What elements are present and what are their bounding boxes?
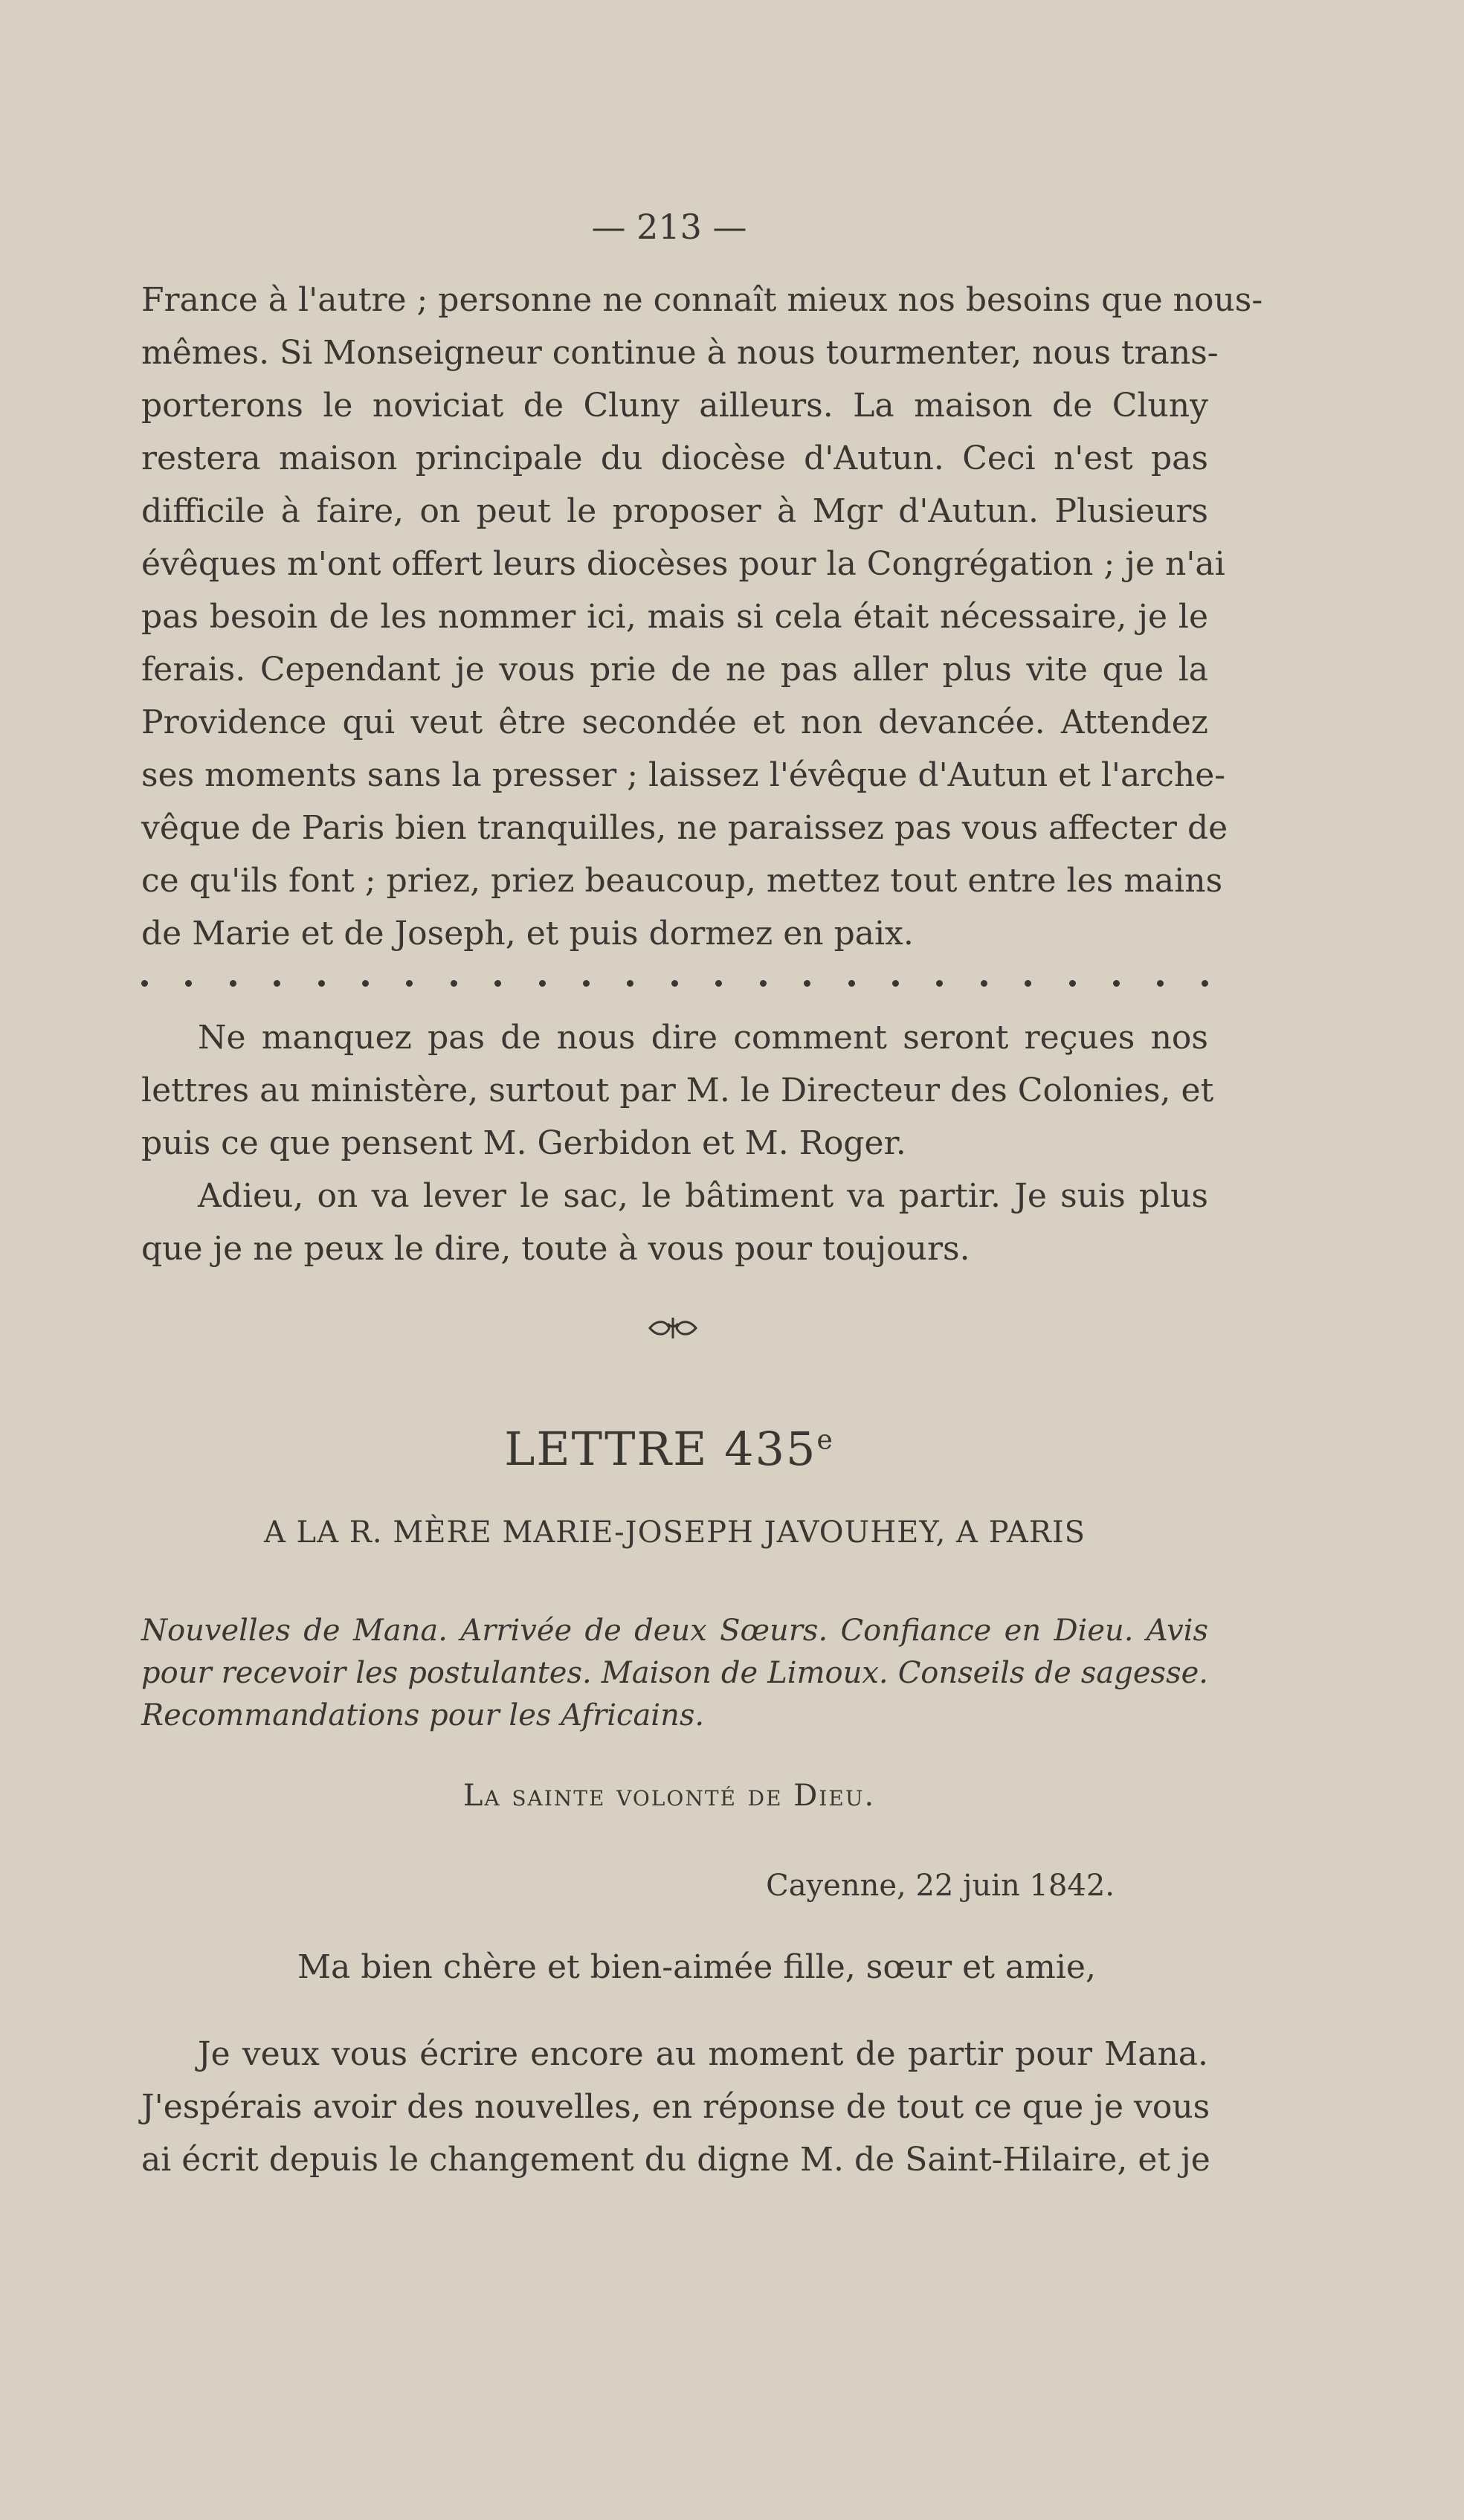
text-line: ai écrit depuis le changement du digne M. de Saint-Hilaire, et je xyxy=(141,2141,1210,2179)
text-line: que je ne peux le dire, toute à vous pour toujours. xyxy=(141,1230,970,1268)
text-line: J'espérais avoir des nouvelles, en réponse de tout ce que je vous xyxy=(141,2088,1210,2126)
text-line: mêmes. Si Monseigneur continue à nous tourmenter, nous trans- xyxy=(141,334,1219,372)
text-line: pas besoin de les nommer ici, mais si cela était nécessaire, je le xyxy=(141,598,1208,636)
text-line: porterons le noviciat de Cluny ailleurs. La maison de Cluny xyxy=(141,387,1208,425)
dateline: Cayenne, 22 juin 1842. xyxy=(766,1869,1115,1903)
fleuron-ornament-icon xyxy=(647,1315,699,1341)
letter-title-text: LETTRE 435 xyxy=(504,1422,817,1476)
text-line: ferais. Cependant je vous prie de ne pas aller plus vite que la xyxy=(141,651,1208,689)
continuation-paragraph xyxy=(141,274,1263,960)
addressee: A LA R. MÈRE MARIE-JOSEPH JAVOUHEY, A PARIS xyxy=(263,1515,1086,1550)
text-line: restera maison principale du diocèse d'Autun. Ceci n'est pas xyxy=(141,439,1208,477)
text-line: ce qu'ils font ; priez, priez beaucoup, mettez tout entre les mains xyxy=(141,862,1223,900)
text-line: Ne manquez pas de nous dire comment seront reçues nos xyxy=(198,1019,1208,1057)
letter-title xyxy=(0,1422,1338,1476)
text-line: de Marie et de Joseph, et puis dormez en paix. xyxy=(141,915,914,953)
motto: La sainte volonté de Dieu. xyxy=(462,1779,876,1813)
summary-line: pour recevoir les postulantes. Maison de Limoux. Conseils de sagesse. xyxy=(141,1656,1208,1690)
text-line: ses moments sans la presser ; laissez l'évêque d'Autun et l'arche- xyxy=(141,756,1226,794)
summary-line: Recommandations pour les Africains. xyxy=(141,1698,705,1733)
salutation: Ma bien chère et bien-aimée fille, sœur et amie, xyxy=(297,1948,1096,1986)
text-line: Adieu, on va lever le sac, le bâtiment va partir. Je suis plus xyxy=(198,1177,1208,1215)
letter-body xyxy=(141,2028,1208,2186)
letter-title-superscript: e xyxy=(816,1425,834,1456)
text-line: France à l'autre ; personne ne connaît mieux nos besoins que nous- xyxy=(141,281,1263,319)
text-line: lettres au ministère, surtout par M. le Directeur des Colonies, et xyxy=(141,1072,1214,1109)
summary-line: Nouvelles de Mana. Arrivée de deux Sœurs. Confiance en Dieu. Avis xyxy=(141,1614,1208,1648)
paragraph-3 xyxy=(141,1170,1208,1275)
text-line: Providence qui veut être secondée et non devancée. Attendez xyxy=(141,703,1208,741)
page-number: — 213 — xyxy=(591,207,747,247)
letter-summary xyxy=(141,1610,1208,1737)
paragraph-2 xyxy=(141,1011,1214,1170)
text-line: Je veux vous écrire encore au moment de partir pour Mana. xyxy=(198,2035,1208,2073)
text-line: puis ce que pensent M. Gerbidon et M. Roger. xyxy=(141,1124,906,1162)
text-line: évêques m'ont offert leurs diocèses pour la Congrégation ; je n'ai xyxy=(141,545,1225,583)
text-line: vêque de Paris bien tranquilles, ne paraissez pas vous affecter de xyxy=(141,809,1228,847)
text-line: difficile à faire, on peut le proposer à Mgr d'Autun. Plusieurs xyxy=(141,492,1208,530)
ellipsis-dots xyxy=(141,980,1208,987)
